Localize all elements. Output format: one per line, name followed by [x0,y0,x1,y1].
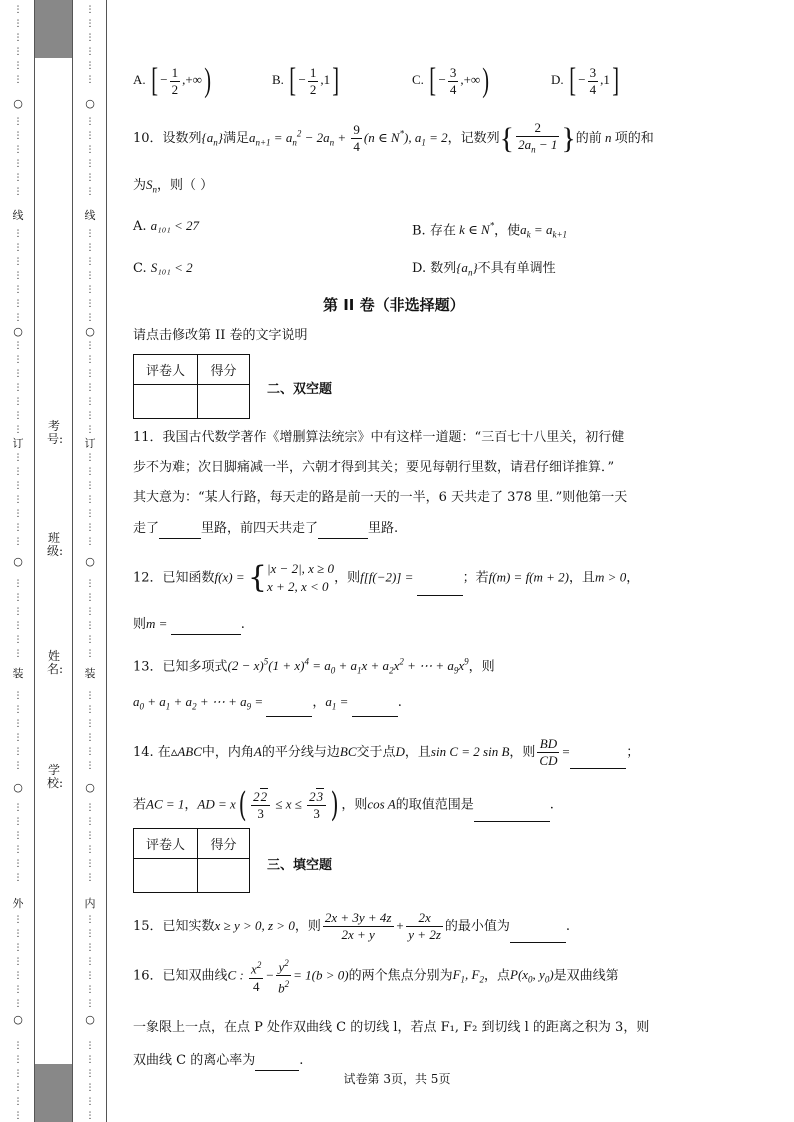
binding-dot: ⋮ [85,929,95,939]
binding-dot: ⋮ [13,19,23,29]
inner-line-label: 线 [84,209,96,222]
binding-dot: ⋮ [13,61,23,71]
binding-dot: ⋮ [85,47,95,57]
outer-circle-3: ○ [13,555,23,568]
q10-line2: 为$S_n$，则（ ） [133,177,214,195]
q16-blank[interactable] [255,1050,299,1071]
binding-dot: ⋮ [85,523,95,533]
binding-dot: ⋮ [13,313,23,323]
binding-dot: ⋮ [85,397,95,407]
q10-option-d: D. 数列$\{a_n\}$不具有单调性 [412,260,556,278]
binding-dot: ⋮ [85,1055,95,1065]
binding-dot: ⋮ [13,705,23,715]
q12-line1: 12．已知函数f(x) = { |x − 2|, x ≥ 0 x + 2, x < 0 ，则f[f(−2)] = ；若f(m) = f(m + 2)，且m > 0， [133,560,640,595]
binding-dot: ⋮ [13,453,23,463]
binding-dot: ⋮ [85,229,95,239]
binding-dot: ⋮ [13,285,23,295]
score-cell[interactable] [198,385,250,419]
binding-dot: ⋮ [85,943,95,953]
part2-note: 请点击修改第 II 卷的文字说明 [133,328,308,343]
q14-blank-1[interactable] [570,748,626,769]
grader-cell[interactable] [134,385,198,419]
binding-dot: ⋮ [13,1083,23,1093]
grader-cell[interactable] [134,859,198,893]
q9-option-a: A. [ − $\frac{1}{2}$ ,+∞) [133,62,211,99]
binding-dot: ⋮ [85,341,95,351]
binding-dot: ⋮ [13,509,23,519]
grader-header: 评卷人 [134,355,198,385]
inner-circle-5: ○ [85,1013,95,1026]
binding-dot: ⋮ [85,467,95,477]
q10-option-a: A. a₁₀₁ < 27 [133,218,200,234]
binding-dot: ⋮ [85,803,95,813]
binding-dot: ⋮ [13,481,23,491]
binding-dot: ⋮ [13,33,23,43]
q11-line1: 11．我国古代数学著作《增删算法统宗》中有这样一道题：“三百七十八里关，初行健 [133,430,625,445]
inner-seal-label: 装 [84,667,96,680]
binding-line-mid [72,0,73,1122]
binding-dot: ⋮ [13,1097,23,1107]
binding-dot: ⋮ [13,131,23,141]
binding-dot: ⋮ [85,537,95,547]
binding-dot: ⋮ [13,411,23,421]
inner-circle-4: ○ [85,781,95,794]
binding-dot: ⋮ [13,5,23,15]
binding-dot: ⋮ [85,859,95,869]
binding-dot: ⋮ [13,495,23,505]
binding-dot: ⋮ [85,971,95,981]
binding-dot: ⋮ [13,537,23,547]
section2-title: 二、双空题 [267,382,333,397]
binding-dot: ⋮ [13,649,23,659]
q9-option-d: D. [ − $\frac{3}{4}$ ,1] [551,62,619,99]
binding-dot: ⋮ [85,243,95,253]
binding-dot: ⋮ [85,369,95,379]
binding-dot: ⋮ [13,173,23,183]
binding-margin [0,0,110,1122]
binding-dot: ⋮ [85,845,95,855]
binding-dot: ⋮ [13,929,23,939]
binding-dot: ⋮ [85,131,95,141]
binding-dot: ⋮ [85,607,95,617]
inner-side-label: 内 [84,897,96,910]
binding-dot: ⋮ [13,369,23,379]
binding-dot: ⋮ [13,229,23,239]
q13-line2: $a_0 + a_1 + a_2$ + ⋯ + $a_9$ = ，$a_1$ = . [133,692,402,717]
score-table-section2 [133,354,250,419]
outer-circle-4: ○ [13,781,23,794]
q12-line2: 则m = . [133,614,245,635]
binding-dot: ⋮ [85,61,95,71]
binding-dot: ⋮ [13,145,23,155]
binding-dot: ⋮ [85,271,95,281]
binding-dot: ⋮ [85,495,95,505]
binding-dot: ⋮ [85,1083,95,1093]
q12-blank-1[interactable] [417,575,463,596]
q10-option-c: C. S₁₀₁ < 2 [133,260,193,276]
q11-line4: 走了 里路，前四天共走了 里路. [133,518,398,539]
score-header: 得分 [198,829,250,859]
binding-dot: ⋮ [13,999,23,1009]
binding-dot: ⋮ [85,1041,95,1051]
binding-dot: ⋮ [85,747,95,757]
binding-line-right [106,0,107,1122]
q14-blank-2[interactable] [474,801,550,822]
binding-dot: ⋮ [85,173,95,183]
binding-dot: ⋮ [13,1041,23,1051]
binding-dot: ⋮ [85,873,95,883]
score-table-section3 [133,828,250,893]
binding-dot: ⋮ [85,411,95,421]
binding-dot: ⋮ [13,467,23,477]
binding-dot: ⋮ [85,159,95,169]
binding-dot: ⋮ [85,719,95,729]
grader-header: 评卷人 [134,829,198,859]
binding-dot: ⋮ [13,621,23,631]
q9-option-c: C. [ − $\frac{3}{4}$ ,+∞) [412,62,490,99]
binding-dot: ⋮ [85,621,95,631]
binding-dot: ⋮ [13,383,23,393]
binding-dot: ⋮ [13,761,23,771]
binding-dot: ⋮ [85,75,95,85]
binding-dot: ⋮ [85,257,95,267]
binding-dot: ⋮ [13,957,23,967]
score-header: 得分 [198,355,250,385]
class-label: 班级: [47,531,64,558]
binding-dot: ⋮ [13,117,23,127]
binding-dot: ⋮ [13,859,23,869]
binding-dot: ⋮ [85,635,95,645]
inner-circle-2: ○ [85,325,95,338]
q16-line2: 一象限上一点，在点 P 处作双曲线 C 的切线 l，若点 F₁, F₂ 到切线 l 的距离之积为 3，则 [133,1020,650,1035]
q11-line2: 步不为难；次日脚痛减一半，六朝才得到其关；要见每朝行里数，请君仔细详推算．” [133,460,615,475]
binding-dot: ⋮ [85,1097,95,1107]
binding-dot: ⋮ [13,579,23,589]
binding-dot: ⋮ [13,397,23,407]
outer-circle-2: ○ [13,325,23,338]
binding-line-left [34,0,35,1122]
binding-dot: ⋮ [13,47,23,57]
binding-dot: ⋮ [13,873,23,883]
q10-option-b: B. 存在 k ∈ N*，使$a_k = a_{k+1}$ [412,221,568,240]
q13-blank-2[interactable] [352,696,398,717]
q9-option-b: B. [ − $\frac{1}{2}$ ,1] [272,62,340,99]
name-label: 姓名: [47,649,64,676]
binding-dot: ⋮ [13,75,23,85]
binding-dot: ⋮ [13,159,23,169]
binding-dot: ⋮ [85,355,95,365]
binding-dot: ⋮ [85,761,95,771]
inner-circle-3: ○ [85,555,95,568]
binding-dot: ⋮ [13,257,23,267]
binding-dot: ⋮ [13,299,23,309]
q16-line3: 双曲线 C 的离心率为 . [133,1050,303,1071]
binding-dot: ⋮ [85,285,95,295]
q12-blank-2[interactable] [171,614,241,635]
binding-dot: ⋮ [13,271,23,281]
page-footer: 试卷第 3页，共 5页 [343,1072,451,1086]
binding-dot: ⋮ [13,733,23,743]
binding-gray-top [35,0,72,58]
binding-dot: ⋮ [13,187,23,197]
outer-seal-label: 装 [12,667,24,680]
binding-dot: ⋮ [13,985,23,995]
binding-dot: ⋮ [13,971,23,981]
binding-dot: ⋮ [85,453,95,463]
q11-blank-2[interactable] [318,518,368,539]
outer-circle-5: ○ [13,1013,23,1026]
binding-dot: ⋮ [85,481,95,491]
binding-dot: ⋮ [85,1111,95,1121]
binding-dot: ⋮ [85,425,95,435]
binding-dot: ⋮ [13,243,23,253]
binding-dot: ⋮ [13,635,23,645]
binding-dot: ⋮ [85,1069,95,1079]
binding-dot: ⋮ [13,593,23,603]
q10-line1: 10．设数列$\{a_n\}$满足$a_{n+1} = a_n^2 - 2a_n$ + $\frac{9}{4}$ (n ∈ N*), $a_1 = 2$，记数列{ $\frac{2}{2a_n - 1}$ }的前 n 项的和 [133,120,654,155]
binding-dot: ⋮ [13,943,23,953]
q14-line2: 若AC = 1，AD = x( $\frac{22}{3}$ ≤ x ≤ $\frac{23}{3}$ ) ，则cos A的取值范围是 . [133,785,554,825]
binding-dot: ⋮ [85,579,95,589]
binding-dot: ⋮ [85,733,95,743]
binding-dot: ⋮ [13,845,23,855]
outer-side-label: 外 [12,897,24,910]
q13-blank-1[interactable] [266,696,312,717]
binding-dot: ⋮ [85,299,95,309]
binding-dot: ⋮ [13,817,23,827]
binding-dot: ⋮ [85,985,95,995]
binding-dot: ⋮ [13,803,23,813]
binding-dot: ⋮ [13,607,23,617]
q16-line1: 16．已知双曲线C : $\frac{x^2}{4}$ − $\frac{y^2}{b^2}$ = 1(b > 0)的两个焦点分别为$F_1$, $F_2$，点$P(x_0$, $y_0$)是双曲线第 [133,955,619,997]
binding-dot: ⋮ [13,719,23,729]
binding-dot: ⋮ [85,705,95,715]
binding-dot: ⋮ [85,5,95,15]
binding-dot: ⋮ [13,915,23,925]
exam-number-label: 考号: [47,419,64,446]
binding-dot: ⋮ [85,831,95,841]
q13-line1: 13．已知多项式$(2 - x)^5(1 + x)^4 = a_0 + a_1x + a_2x^2$ + ⋯ + $a_9x^9$，则 [133,657,495,676]
q15-line: 15．已知实数x ≥ y > 0, z > 0，则 $\frac{2x + 3y + 4z}{2x + y}$ + $\frac{2x}{y + 2z}$ 的最小值为 . [133,910,571,942]
q14-line1: 14. 在▵ABC中，内角A的平分线与边BC交于点D，且sin C = 2 sin B，则 $\frac{BD}{CD}$ = ； [133,736,640,768]
binding-dot: ⋮ [85,691,95,701]
score-cell[interactable] [198,859,250,893]
q11-line3: 其大意为：“某人行路，每天走的路是前一天的一半，6 天共走了 378 里．”则他第一天 [133,490,628,505]
binding-dot: ⋮ [85,383,95,393]
binding-dot: ⋮ [13,747,23,757]
binding-dot: ⋮ [85,957,95,967]
section3-title: 三、填空题 [267,858,333,873]
outer-bind-label: 订 [12,437,24,450]
binding-dot: ⋮ [85,145,95,155]
binding-dot: ⋮ [85,999,95,1009]
q11-blank-1[interactable] [159,518,201,539]
binding-dot: ⋮ [85,649,95,659]
binding-dot: ⋮ [13,1069,23,1079]
school-label: 学校: [47,763,64,790]
binding-dot: ⋮ [85,19,95,29]
binding-dot: ⋮ [13,1055,23,1065]
binding-dot: ⋮ [13,831,23,841]
binding-dot: ⋮ [13,523,23,533]
inner-bind-label: 订 [84,437,96,450]
binding-dot: ⋮ [13,1111,23,1121]
binding-dot: ⋮ [13,355,23,365]
binding-dot: ⋮ [85,187,95,197]
binding-dot: ⋮ [13,425,23,435]
outer-line-label: 线 [12,209,24,222]
q15-blank[interactable] [510,922,566,943]
outer-circle-1: ○ [13,97,23,110]
binding-dot: ⋮ [85,593,95,603]
inner-circle-1: ○ [85,97,95,110]
binding-dot: ⋮ [85,313,95,323]
binding-dot: ⋮ [85,817,95,827]
binding-dot: ⋮ [85,509,95,519]
binding-dot: ⋮ [13,341,23,351]
part2-title: 第 II 卷（非选择题） [323,296,465,314]
binding-dot: ⋮ [13,691,23,701]
binding-dot: ⋮ [85,915,95,925]
binding-dot: ⋮ [85,33,95,43]
binding-dot: ⋮ [85,117,95,127]
